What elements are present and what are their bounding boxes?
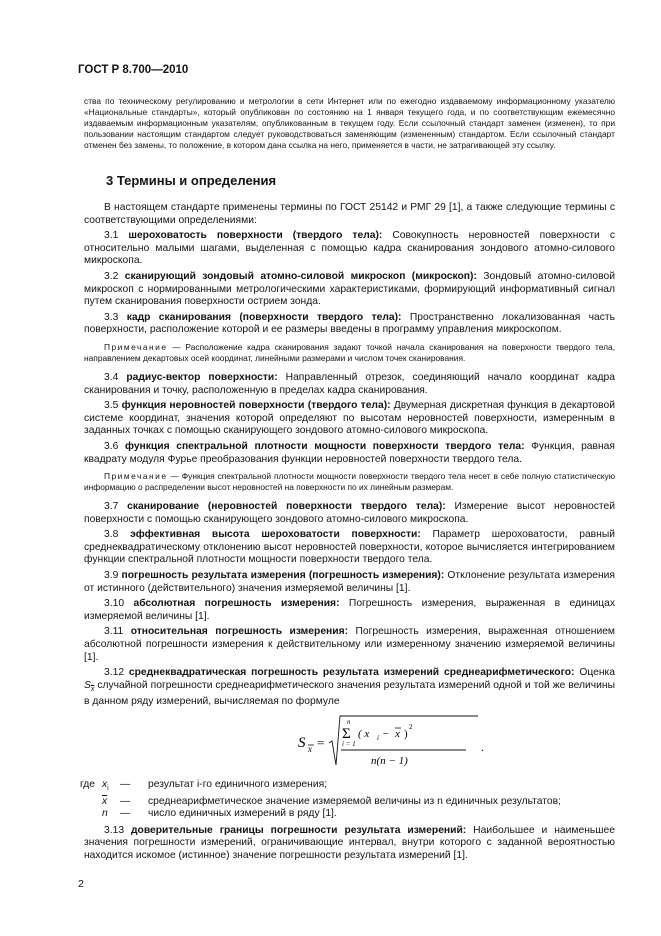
var-dash: — xyxy=(120,779,131,791)
var-dash: — xyxy=(120,795,131,807)
term-name: относительная погрешность измерения: xyxy=(130,626,349,638)
formula-graphic xyxy=(298,713,498,775)
term-3-10 xyxy=(84,598,615,623)
variable-row xyxy=(80,808,615,821)
term-3-5 xyxy=(84,400,615,438)
formula-sx xyxy=(84,713,615,775)
formula-num-open: ( x xyxy=(358,728,370,741)
var-description: результат i-го единичного измерения; xyxy=(148,779,328,791)
term-name: среднеквадратическая погрешность результата измерений среднеарифметического: xyxy=(128,667,575,679)
var-symbol: $\overline{x}$ xyxy=(102,795,108,807)
term-3-12 xyxy=(84,667,615,709)
term-definition: Двумерная дискретная функция в декартовой системе координат, значения которой определяют по высотам неровностей поверхности, измеренным в заданных точках с помощью сканирующего зондового атомно-силового микроскопа. xyxy=(84,400,615,437)
page-body xyxy=(80,96,616,866)
term-3-1 xyxy=(84,230,615,268)
formula-num-pow: 2 xyxy=(409,723,413,732)
term-definition: Наибольшее и наименьшее значения погрешности измерений, ограничивающие интервал, внутри которого с заданной вероятностью находится искомое (истинное) значение погрешности результата измерений [1]. xyxy=(84,824,615,862)
term-3-3 xyxy=(84,312,615,337)
formula-num-minus: − xyxy=(380,728,392,741)
note-label: Примечание xyxy=(104,341,168,352)
page-number: 2 xyxy=(78,878,84,890)
term-definition: Отклонение результата измерения от истинного (действительного) значения измеряемой величины [1]. xyxy=(84,570,615,594)
term-3-9 xyxy=(84,570,615,595)
formula-equals: = xyxy=(317,735,325,751)
term-definition: Параметр шероховатости, равный среднеквадратическому отклонению высот неровностей поверхности, которое вычисляется интегрированием функции спектральной плотности мощности поверхности твердого тела. xyxy=(84,529,615,566)
term-name: эффективная высота шероховатости поверхности: xyxy=(130,529,421,541)
formula-variables xyxy=(80,779,615,821)
formula-denominator: n(n − 1) xyxy=(371,755,408,768)
note-1 xyxy=(84,342,615,364)
term-3-7 xyxy=(84,501,615,526)
term-number: 3.7 xyxy=(104,501,119,513)
term-3-11 xyxy=(84,626,615,664)
formula-end: . xyxy=(481,740,484,755)
term-number: 3.11 xyxy=(104,626,124,638)
formula-num-close: ) xyxy=(404,728,408,741)
intro-paragraph: ства по техническому регулированию и метрологии в сети Интернет или по ежегодно издаваемому информационному указателю «Национальные стандарты», который опубликован по состоянию на 1 января текущего года, и по соответствующим ежемесячно издаваемым информационным указателям, опубликованным в текущем году. Если ссылочный стандарт заменен (изменен), то при пользовании настоящим стандартом следует руководствоваться заменяющим (измененным) стандартом. Если ссылочный стандарт отменен без замены, то положение, в котором дана ссылка на него, применяется в части, не затрагивающей эту ссылку. xyxy=(84,96,615,150)
term-definition: Погрешность измерения, выраженная отношением абсолютной погрешности измерения к действительному или измеренному значению измеряемой величины [1]. xyxy=(84,626,616,663)
term-number: 3.5 xyxy=(104,400,119,412)
term-number: 3.2 xyxy=(104,270,119,282)
term-name: радиус-вектор поверхности: xyxy=(126,371,278,383)
term-definition: Измерение высот неровностей поверхности с помощью сканирующего зондового атомно-силового микроскопа. xyxy=(84,501,615,525)
term-number: 3.1 xyxy=(104,230,119,242)
variable-row xyxy=(80,796,615,809)
note-label: Примечание xyxy=(104,471,168,482)
var-description: среднеарифметическое значение измеряемой величины из n единичных результатов; xyxy=(148,795,561,807)
term-name: сканирующий зондовый атомно-силовой микроскоп (микроскоп): xyxy=(124,270,477,282)
var-description: число единичных измерений в ряду [1]. xyxy=(148,808,337,820)
note-text: — Расположение кадра сканирования задают точкой начала сканирования на поверхности твердого тела, направлением декартовых осей координат, линейными размерами и числом точек сканирования. xyxy=(84,341,615,363)
term-name: абсолютная погрешность измерения: xyxy=(133,598,340,610)
variable-row xyxy=(80,779,615,796)
term-name: шероховатость поверхности (твердого тела): xyxy=(128,230,383,242)
term-definition-cont: случайной погрешности среднеарифметического значения результата измерений одной и той же величины в данном ряду измерений, вычисляемая по формуле xyxy=(84,679,615,708)
term-definition: Зондовый атомно-силовой микроскоп с нормированными метрологическими характеристиками, формирующий информативный сигнал путем сканирования поверхности острием зонда. xyxy=(84,270,615,308)
term-number: 3.13 xyxy=(104,824,125,836)
term-number: 3.4 xyxy=(104,371,119,383)
term-3-2 xyxy=(84,271,615,309)
formula-lhs-sub: x xyxy=(308,744,312,755)
term-definition: Совокупность неровностей поверхности с относительно малыми шагами, выделенная с помощью кадра сканирования зондового атомно-силового микроскопа. xyxy=(84,230,615,267)
term-name: сканирование (неровностей поверхности твердого тела): xyxy=(127,501,446,513)
term-definition: Пространственно локализованная часть поверхности, расположение которой и ее размеры введены в программу управления микроскопом. xyxy=(84,311,615,336)
formula-sum-lower: i = 1 xyxy=(342,740,356,749)
symbol-s: $S_{\overline{x}}$ xyxy=(84,679,95,693)
formula-num-xbar: x xyxy=(395,728,400,741)
term-3-6 xyxy=(84,441,615,466)
term-definition: Погрешность измерения, выраженная в единицах измеряемой величины [1]. xyxy=(84,598,615,622)
formula-num-i: i xyxy=(377,734,379,743)
formula-sigma: Σ xyxy=(342,726,351,743)
term-number: 3.3 xyxy=(104,311,119,323)
term-3-8 xyxy=(84,529,615,567)
term-number: 3.9 xyxy=(104,570,119,582)
lead-paragraph: В настоящем стандарте применены термины по ГОСТ 25142 и РМГ 29 [1], а также следующие термины с соответствующими определениями: xyxy=(84,202,615,226)
section-title: 3 Термины и определения xyxy=(106,173,277,188)
term-definition: Функция, равная квадрату модуля Фурье преобразования функции неровностей поверхности твердого тела. xyxy=(84,440,615,465)
var-dash: — xyxy=(120,808,131,820)
var-symbol: n xyxy=(102,808,108,820)
term-name: кадр сканирования (поверхности твердого тела): xyxy=(126,311,402,323)
note-text: — Функция спектральной плотности мощности поверхности твердого тела несет в себе полную статистическую информацию о распределении высот неровностей на поверхности по их линейным размерам. xyxy=(84,471,615,493)
note-2 xyxy=(84,471,615,493)
formula-sum-upper: n xyxy=(347,718,351,727)
term-name: доверительные границы погрешности результата измерений: xyxy=(131,824,467,836)
term-definition: Направленный отрезок, соединяющий начало координат кадра сканирования и точку, расположенную в пределах кадра сканирования. xyxy=(84,371,615,396)
var-symbol: $x_i$ xyxy=(102,779,109,793)
term-number: 3.10 xyxy=(104,598,125,610)
term-number: 3.8 xyxy=(104,529,119,541)
term-number: 3.6 xyxy=(104,440,119,452)
term-number: 3.12 xyxy=(104,667,125,679)
document-header: ГОСТ Р 8.700—2010 xyxy=(78,64,189,76)
term-definition: Оценка xyxy=(574,667,615,679)
term-name: функция спектральной плотности мощности поверхности твердого тела: xyxy=(124,440,525,452)
term-3-13 xyxy=(84,825,615,863)
term-name: функция неровностей поверхности (твердого тела): xyxy=(121,400,391,412)
term-3-4 xyxy=(84,372,615,397)
formula-lhs-s: S xyxy=(298,735,306,752)
term-name: погрешность результата измерения (погрешность измерения): xyxy=(121,570,445,582)
where-label: где xyxy=(80,779,96,791)
